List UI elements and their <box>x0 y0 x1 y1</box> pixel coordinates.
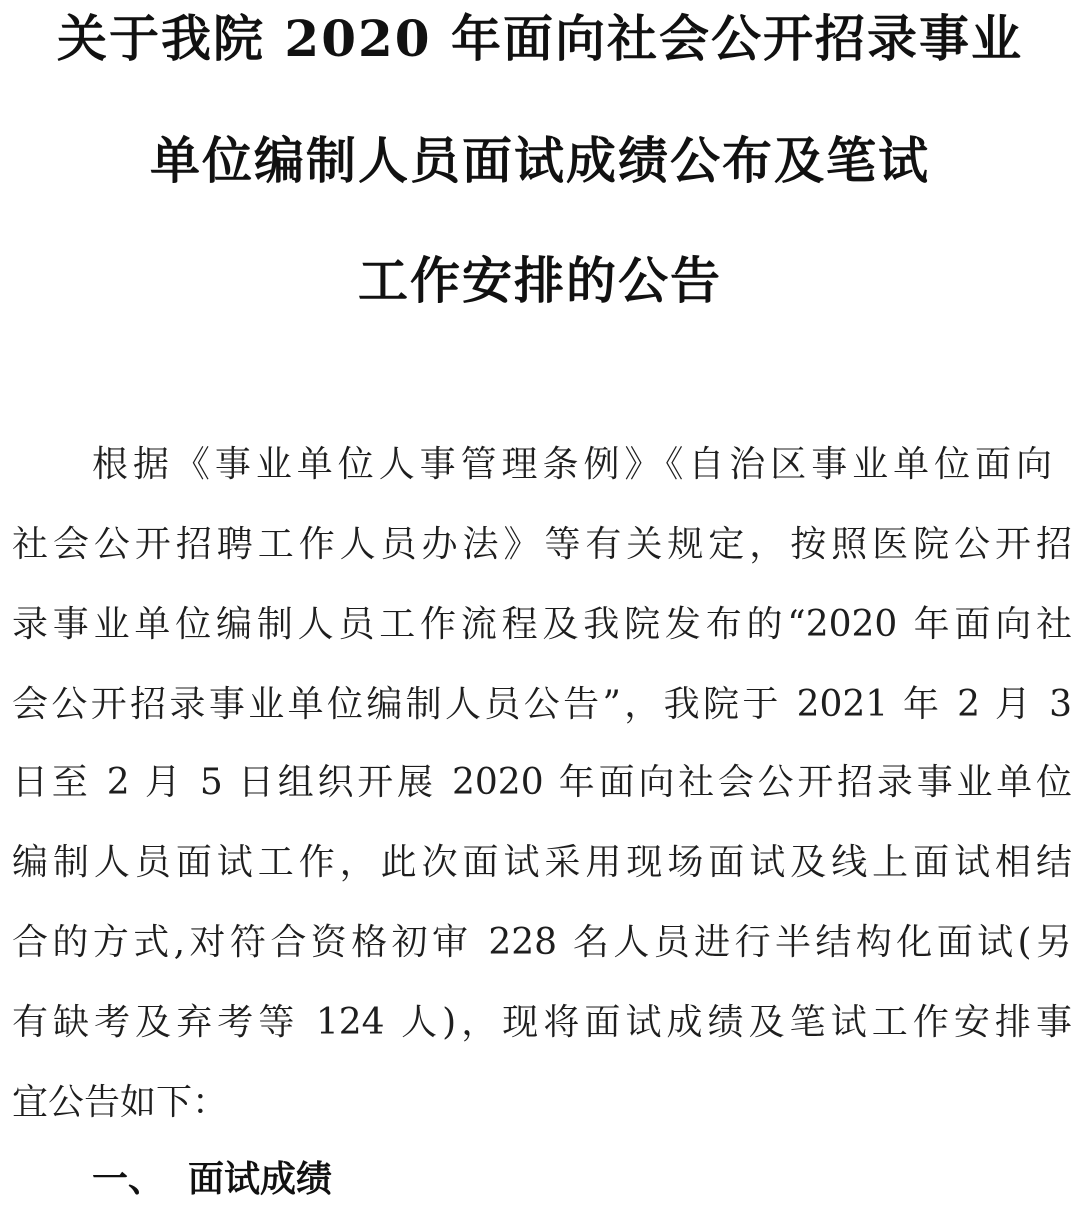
body-text-line: 录事业单位编制人员工作流程及我院发布的“2020 年面向社 <box>12 604 1072 645</box>
body-text-line: 会公开招录事业单位编制人员公告”，我院于 2021 年 2 月 3 <box>12 684 1072 725</box>
body-text-line: 编制人员面试工作，此次面试采用现场面试及线上面试相结 <box>12 842 1072 883</box>
document-title-line-2: 单位编制人员面试成绩公布及笔试 <box>150 131 930 190</box>
section-heading-number: 一、 <box>92 1159 165 1200</box>
document-title-line-1: 关于我院 2020 年面向社会公开招录事业 <box>57 9 1023 68</box>
body-text-line: 社会公开招聘工作人员办法》等有关规定，按照医院公开招 <box>12 524 1072 565</box>
body-text-line: 合的方式,对符合资格初审 228 名人员进行半结构化面试(另 <box>12 922 1072 963</box>
document-title-line-3: 工作安排的公告 <box>358 251 722 310</box>
body-text-line: 有缺考及弃考等 124 人)，现将面试成绩及笔试工作安排事 <box>12 1002 1072 1043</box>
body-text-line: 根据《事业单位人事管理条例》《自治区事业单位面向 <box>92 444 1052 485</box>
body-text-line: 日至 2 月 5 日组织开展 2020 年面向社会公开招录事业单位 <box>12 762 1072 803</box>
body-text-line: 宜公告如下： <box>12 1082 229 1123</box>
section-heading <box>92 1150 332 1210</box>
section-heading-text: 面试成绩 <box>188 1159 333 1200</box>
